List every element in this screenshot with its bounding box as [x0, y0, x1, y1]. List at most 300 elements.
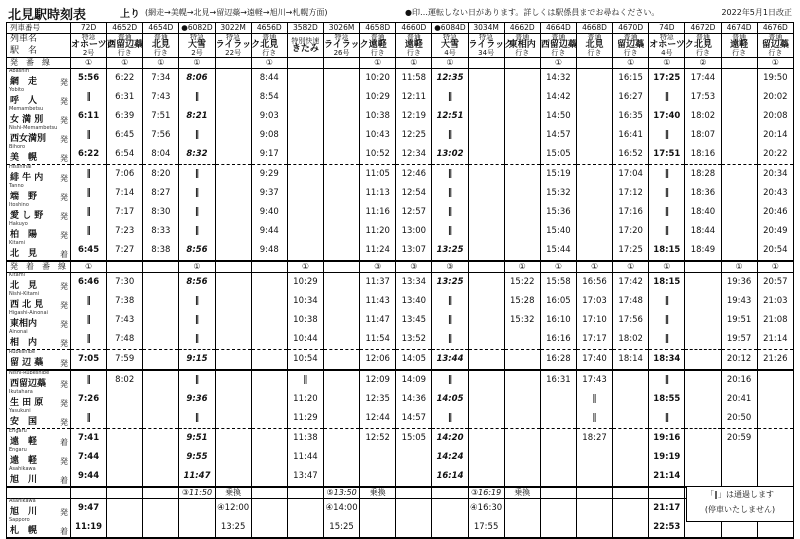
train-number: 74D	[649, 23, 685, 34]
station-romaji: Engaru	[9, 428, 27, 434]
time-cell	[215, 429, 251, 449]
station-name: 緋 牛 内	[10, 173, 44, 183]
transfer-label-cell	[7, 487, 71, 499]
arr-dep-mark: 着	[60, 527, 68, 536]
track-number: ①	[613, 58, 649, 69]
time-cell	[360, 499, 396, 519]
time-cell: 17:43	[576, 370, 612, 390]
train-number: 3026M	[323, 23, 359, 34]
time-cell: 20:34	[757, 165, 793, 185]
time-cell: 11:58	[396, 69, 432, 89]
train-type: 普通	[551, 33, 566, 41]
time-cell	[287, 518, 323, 538]
track-number: ②	[685, 58, 721, 69]
station-cell	[7, 184, 71, 203]
time-cell: 14:20	[432, 429, 468, 449]
arr-dep-mark: 発	[60, 399, 68, 408]
train-name-sub: 行き	[515, 49, 530, 57]
time-cell: 20:16	[721, 370, 757, 390]
time-cell: 9:29	[251, 165, 287, 185]
time-cell: 12:34	[396, 145, 432, 165]
station-name: 女 満 別	[10, 115, 44, 125]
time-cell	[576, 467, 612, 487]
station-romaji: Asahikawa	[9, 498, 36, 504]
track-number: ①	[287, 261, 323, 273]
train-name-main: 遠軽	[730, 40, 749, 50]
station-name: 北 見	[10, 281, 38, 291]
station-romaji: Higashi-Ainonai	[9, 310, 48, 316]
train-name-sub: 行き	[732, 49, 747, 57]
transfer-cell: 乗換	[215, 487, 251, 499]
train-number: 4674D	[721, 23, 757, 34]
time-cell: ‖	[71, 88, 107, 107]
time-cell	[215, 222, 251, 241]
station-row	[7, 203, 794, 222]
time-cell	[360, 518, 396, 538]
time-cell	[504, 88, 540, 107]
arr-dep-mark: 着	[60, 476, 68, 485]
time-cell: 11:19	[71, 518, 107, 538]
time-cell	[287, 241, 323, 261]
station-romaji: Nishi-Memambetsu	[9, 125, 58, 131]
train-type: 普通	[262, 33, 277, 41]
arr-dep-mark: 発	[60, 282, 68, 291]
time-cell	[576, 88, 612, 107]
track-number: ①	[251, 58, 287, 69]
time-cell	[576, 145, 612, 165]
time-cell: 13:25	[432, 241, 468, 261]
time-cell	[613, 467, 649, 487]
time-cell: ‖	[179, 126, 215, 145]
station-romaji: Memambetsu	[9, 106, 44, 112]
train-name-main: 東相内	[508, 40, 536, 50]
station-cell	[7, 241, 71, 261]
time-cell	[540, 467, 576, 487]
train-name-sub: 行き	[768, 49, 783, 57]
time-cell: 11:37	[360, 273, 396, 293]
time-cell	[685, 330, 721, 350]
station-romaji: Rubeshibe	[9, 349, 36, 355]
time-cell	[143, 370, 179, 390]
time-cell: 7:59	[107, 350, 143, 371]
station-cell	[7, 467, 71, 487]
time-cell	[685, 448, 721, 467]
station-name: 旭 川	[10, 507, 38, 517]
station-romaji: Kitami	[9, 272, 25, 278]
train-number-row	[7, 23, 794, 34]
time-cell: 7:14	[107, 184, 143, 203]
time-cell: 17:17	[576, 330, 612, 350]
station-row	[7, 311, 794, 330]
train-number-label: 列車番号	[7, 23, 71, 34]
time-cell: 15:19	[540, 165, 576, 185]
time-cell	[685, 292, 721, 311]
station-cell	[7, 126, 71, 145]
time-cell	[504, 222, 540, 241]
time-cell: 12:25	[396, 126, 432, 145]
time-cell: 12:51	[432, 107, 468, 126]
time-cell	[504, 370, 540, 390]
time-cell: ‖	[432, 222, 468, 241]
time-cell	[251, 350, 287, 371]
train-number: 4652D	[107, 23, 143, 34]
track-number	[287, 58, 323, 69]
station-romaji: Ikutahara	[9, 389, 33, 395]
station-name: 美 幌	[10, 153, 38, 163]
arr-dep-mark: 発	[60, 116, 68, 125]
time-cell: 17:03	[576, 292, 612, 311]
station-cell	[7, 165, 71, 185]
train-number: 3034M	[468, 23, 504, 34]
train-name-main: 北見	[260, 40, 279, 50]
time-cell: 17:04	[613, 165, 649, 185]
time-cell	[323, 145, 359, 165]
time-cell: 13:07	[396, 241, 432, 261]
time-cell	[396, 518, 432, 538]
time-cell: 6:31	[107, 88, 143, 107]
time-cell	[468, 350, 504, 371]
time-cell: ‖	[432, 292, 468, 311]
time-cell	[287, 165, 323, 185]
time-cell: 7:06	[107, 165, 143, 185]
time-cell	[323, 222, 359, 241]
time-cell	[287, 145, 323, 165]
track-number: ①	[757, 261, 793, 273]
train-name	[432, 34, 468, 58]
train-name-sub: 行き	[370, 49, 385, 57]
time-cell: 13:02	[432, 145, 468, 165]
time-cell	[251, 499, 287, 519]
time-cell: 17:12	[613, 184, 649, 203]
time-cell: 11:38	[287, 429, 323, 449]
station-romaji: Bihoro	[9, 144, 26, 150]
time-cell: 9:17	[251, 145, 287, 165]
time-cell	[143, 409, 179, 429]
time-cell: ‖	[576, 390, 612, 409]
time-cell: 12:57	[396, 203, 432, 222]
station-romaji: Asahikawa	[9, 466, 36, 472]
time-cell	[504, 69, 540, 89]
time-cell: ‖	[432, 311, 468, 330]
train-type: 普通	[370, 33, 385, 41]
train-type: 普通	[406, 33, 421, 41]
time-cell: 13:40	[396, 292, 432, 311]
track-number: ①	[649, 58, 685, 69]
time-cell: 12:46	[396, 165, 432, 185]
time-cell: ‖	[649, 409, 685, 429]
time-cell: 7:38	[107, 292, 143, 311]
time-cell: 11:20	[287, 390, 323, 409]
notice-text: ●印…運転しない日があります。詳しくは駅係員までお尋ねください。	[405, 8, 660, 17]
track-number: ①	[721, 261, 757, 273]
time-cell: 17:51	[649, 145, 685, 165]
time-cell	[143, 467, 179, 487]
station-romaji: Kitami	[9, 240, 25, 246]
track-number: ③	[360, 261, 396, 273]
time-cell: 13:34	[396, 273, 432, 293]
train-name	[576, 34, 612, 58]
train-name-main: 大雪	[440, 40, 459, 50]
time-cell: ‖	[649, 184, 685, 203]
time-cell: ‖	[432, 126, 468, 145]
time-cell	[721, 165, 757, 185]
train-name	[287, 34, 323, 58]
time-cell: 9:36	[179, 390, 215, 409]
time-cell: ‖	[179, 409, 215, 429]
time-cell: 20:14	[757, 126, 793, 145]
train-name	[613, 34, 649, 58]
time-cell	[504, 107, 540, 126]
time-cell: 18:49	[685, 241, 721, 261]
train-name-main: オホーツク	[71, 40, 116, 50]
time-cell: 21:14	[757, 330, 793, 350]
arr-dep-mark: 発	[60, 508, 68, 517]
time-cell	[685, 429, 721, 449]
time-cell	[360, 467, 396, 487]
time-cell	[757, 409, 793, 429]
time-cell: ‖	[432, 370, 468, 390]
time-cell: 7:30	[107, 273, 143, 293]
train-number: 4656D	[251, 23, 287, 34]
train-name-sub: 行き	[587, 49, 602, 57]
arr-dep-mark: 発	[60, 457, 68, 466]
track-number	[685, 261, 721, 273]
time-cell	[576, 69, 612, 89]
transfer-cell: 乗換	[504, 487, 540, 499]
time-cell: 20:43	[757, 184, 793, 203]
track-number	[576, 58, 612, 69]
transfer-row	[7, 487, 794, 499]
transfer-cell: ③16:19	[468, 487, 504, 499]
time-cell: 13:45	[396, 311, 432, 330]
train-type: 特急	[226, 33, 241, 41]
station-row	[7, 145, 794, 165]
time-cell: 20:49	[757, 222, 793, 241]
track-number	[323, 58, 359, 69]
time-cell: 16:14	[432, 467, 468, 487]
time-cell: 9:44	[251, 222, 287, 241]
time-cell	[721, 467, 757, 487]
time-cell: ‖	[432, 330, 468, 350]
page-header	[0, 0, 800, 22]
time-cell: 13:00	[396, 222, 432, 241]
time-cell: ‖	[179, 203, 215, 222]
time-cell: 8:56	[179, 273, 215, 293]
time-cell	[143, 330, 179, 350]
time-cell	[287, 203, 323, 222]
time-cell	[215, 370, 251, 390]
time-cell: 8:02	[107, 370, 143, 390]
train-name	[540, 34, 576, 58]
time-cell	[287, 184, 323, 203]
time-cell: 17:40	[576, 350, 612, 371]
time-cell	[251, 311, 287, 330]
time-cell	[143, 429, 179, 449]
train-name-sub: 34号	[478, 49, 495, 57]
time-cell	[504, 145, 540, 165]
time-cell: 6:54	[107, 145, 143, 165]
time-cell: 18:02	[613, 330, 649, 350]
time-cell: 18:15	[649, 241, 685, 261]
time-cell	[107, 390, 143, 409]
time-cell	[107, 499, 143, 519]
time-cell	[685, 350, 721, 371]
time-cell: 16:35	[613, 107, 649, 126]
revision-date: 2022年5月1日改正	[721, 8, 792, 17]
time-cell: 20:50	[721, 409, 757, 429]
time-cell: ‖	[649, 203, 685, 222]
time-cell	[468, 409, 504, 429]
station-row	[7, 69, 794, 89]
station-row	[7, 126, 794, 145]
time-cell: 16:27	[613, 88, 649, 107]
time-cell	[360, 448, 396, 467]
time-cell: 21:17	[649, 499, 685, 519]
train-name-sub: 行き	[623, 49, 638, 57]
track-number: ①	[143, 58, 179, 69]
transfer-cell	[576, 487, 612, 499]
arr-dep-mark: 発	[60, 380, 68, 389]
station-romaji: Sapporo	[9, 517, 30, 523]
time-cell: 10:44	[287, 330, 323, 350]
train-type: 特急	[442, 33, 457, 41]
time-cell	[323, 311, 359, 330]
time-cell	[323, 88, 359, 107]
station-name: 西 北 見	[10, 300, 44, 310]
time-cell: ‖	[71, 184, 107, 203]
time-cell: 12:09	[360, 370, 396, 390]
time-cell: 7:51	[143, 107, 179, 126]
time-cell	[613, 518, 649, 538]
station-label: 駅 名	[10, 46, 38, 56]
time-cell	[757, 390, 793, 409]
time-cell	[287, 126, 323, 145]
time-cell	[685, 390, 721, 409]
time-cell: ‖	[649, 222, 685, 241]
time-cell: 14:09	[396, 370, 432, 390]
time-cell: 14:42	[540, 88, 576, 107]
transfer-cell	[287, 487, 323, 499]
time-cell: 20:41	[721, 390, 757, 409]
track-number	[107, 261, 143, 273]
time-cell: 17:44	[685, 69, 721, 89]
time-cell: 15:32	[504, 311, 540, 330]
time-cell: 10:29	[360, 88, 396, 107]
time-cell: 9:55	[179, 448, 215, 467]
time-cell	[432, 518, 468, 538]
time-cell: 15:05	[396, 429, 432, 449]
station-cell	[7, 409, 71, 429]
time-cell	[685, 273, 721, 293]
time-cell: 16:41	[613, 126, 649, 145]
time-cell: ‖	[649, 88, 685, 107]
arr-dep-mark: 発	[60, 301, 68, 310]
time-cell	[468, 69, 504, 89]
time-cell: 12:52	[360, 429, 396, 449]
train-type: 特急	[659, 33, 674, 41]
time-cell	[143, 448, 179, 467]
station-name: 札 幌	[10, 526, 38, 536]
station-name: 東相内	[10, 319, 38, 329]
time-cell: 16:16	[540, 330, 576, 350]
track-number	[504, 58, 540, 69]
train-name-sub: 4号	[661, 49, 673, 57]
time-cell: 15:28	[504, 292, 540, 311]
train-type: 普通	[623, 33, 638, 41]
time-cell: 20:22	[757, 145, 793, 165]
time-cell	[215, 390, 251, 409]
train-type: 普通	[695, 33, 710, 41]
time-cell: 14:36	[396, 390, 432, 409]
time-cell: 17:53	[685, 88, 721, 107]
time-cell	[468, 184, 504, 203]
station-romaji: Engaru	[9, 447, 27, 453]
time-cell: 18:07	[685, 126, 721, 145]
train-name-label: 列車名	[10, 34, 38, 44]
train-name	[504, 34, 540, 58]
station-row	[7, 448, 794, 467]
transfer-cell	[613, 487, 649, 499]
time-cell: ‖	[649, 370, 685, 390]
station-row	[7, 222, 794, 241]
time-cell: ‖	[432, 409, 468, 429]
station-name: 相 内	[10, 338, 38, 348]
time-cell	[721, 203, 757, 222]
time-cell	[504, 499, 540, 519]
time-cell	[143, 292, 179, 311]
time-cell: 7:43	[107, 311, 143, 330]
time-cell	[215, 467, 251, 487]
time-cell: 20:54	[757, 241, 793, 261]
time-cell: ‖	[71, 165, 107, 185]
train-number: 4658D	[360, 23, 396, 34]
time-cell: 17:56	[613, 311, 649, 330]
track-number	[215, 58, 251, 69]
track-number: ①	[757, 58, 793, 69]
time-cell: ‖	[649, 126, 685, 145]
time-cell: 6:45	[107, 126, 143, 145]
time-cell: 17:40	[649, 107, 685, 126]
time-cell: 15:36	[540, 203, 576, 222]
arr-dep-mark: 発	[60, 193, 68, 202]
arr-dep-mark: 発	[60, 231, 68, 240]
time-cell	[468, 311, 504, 330]
train-number: 72D	[71, 23, 107, 34]
train-name-main: 大雪	[187, 40, 206, 50]
track-number: ①	[540, 261, 576, 273]
time-cell	[287, 88, 323, 107]
time-cell: 17:48	[613, 292, 649, 311]
train-number: ●6082D	[179, 23, 215, 34]
time-cell: 8:44	[251, 69, 287, 89]
time-cell: ‖	[71, 292, 107, 311]
time-cell: 11:16	[360, 203, 396, 222]
station-name: 北 見	[10, 249, 38, 259]
train-name-sub: 22号	[225, 49, 242, 57]
time-cell	[576, 165, 612, 185]
time-cell: 12:35	[360, 390, 396, 409]
time-cell	[323, 184, 359, 203]
station-row	[7, 467, 794, 487]
station-cell	[7, 311, 71, 330]
train-name-main: 西留辺蘂	[107, 40, 144, 50]
time-cell: 7:34	[143, 69, 179, 89]
train-name-sub: 行き	[117, 49, 132, 57]
time-cell	[721, 107, 757, 126]
time-cell	[251, 409, 287, 429]
track-number: ③	[396, 261, 432, 273]
time-cell: ‖	[71, 222, 107, 241]
